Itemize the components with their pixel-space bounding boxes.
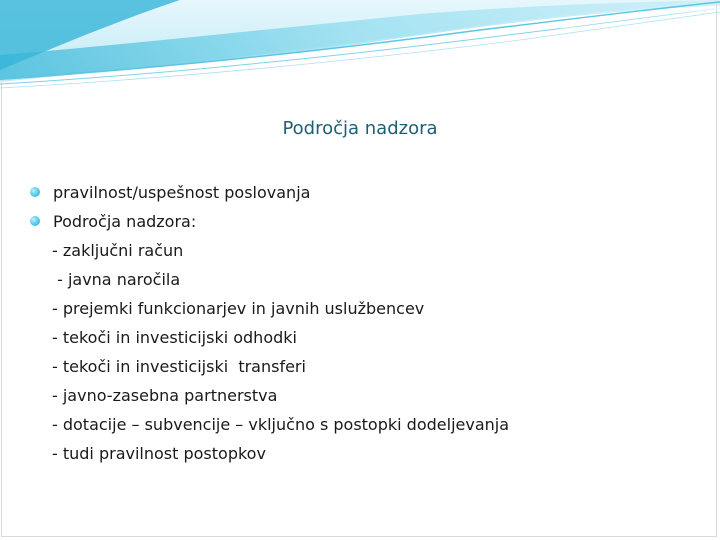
bullet-item [30, 178, 690, 207]
circle-bullet-icon [30, 216, 40, 226]
sub-item-text: - dotacije – subvencije – vključno s postopki dodeljevanja [52, 415, 510, 434]
slide-title-text: Področja nadzora [282, 118, 438, 139]
sub-item-text: - tekoči in investicijski transferi [52, 357, 306, 376]
sub-item [30, 294, 690, 323]
sub-item [30, 265, 690, 294]
sub-item [30, 410, 690, 439]
sub-item-text: - javna naročila [52, 270, 181, 289]
sub-item [30, 236, 690, 265]
circle-bullet-icon [30, 187, 40, 197]
sub-item [30, 439, 690, 468]
sub-item-text: - tekoči in investicijski odhodki [52, 328, 297, 347]
sub-item-text: - zaključni račun [52, 241, 184, 260]
sub-item [30, 381, 690, 410]
sub-item [30, 323, 690, 352]
bullet-text: Področja nadzora: [53, 212, 197, 231]
sub-item-text: - tudi pravilnost postopkov [52, 444, 266, 463]
sub-item [30, 352, 690, 381]
sub-item-text: - javno-zasebna partnerstva [52, 386, 278, 405]
sub-item-text: - prejemki funkcionarjev in javnih uslužbencev [52, 299, 425, 318]
bullet-item [30, 207, 690, 236]
slide-title [0, 118, 720, 139]
bullet-text: pravilnost/uspešnost poslovanja [53, 183, 311, 202]
header-wave-decoration [0, 0, 720, 90]
slide-body [30, 178, 690, 468]
